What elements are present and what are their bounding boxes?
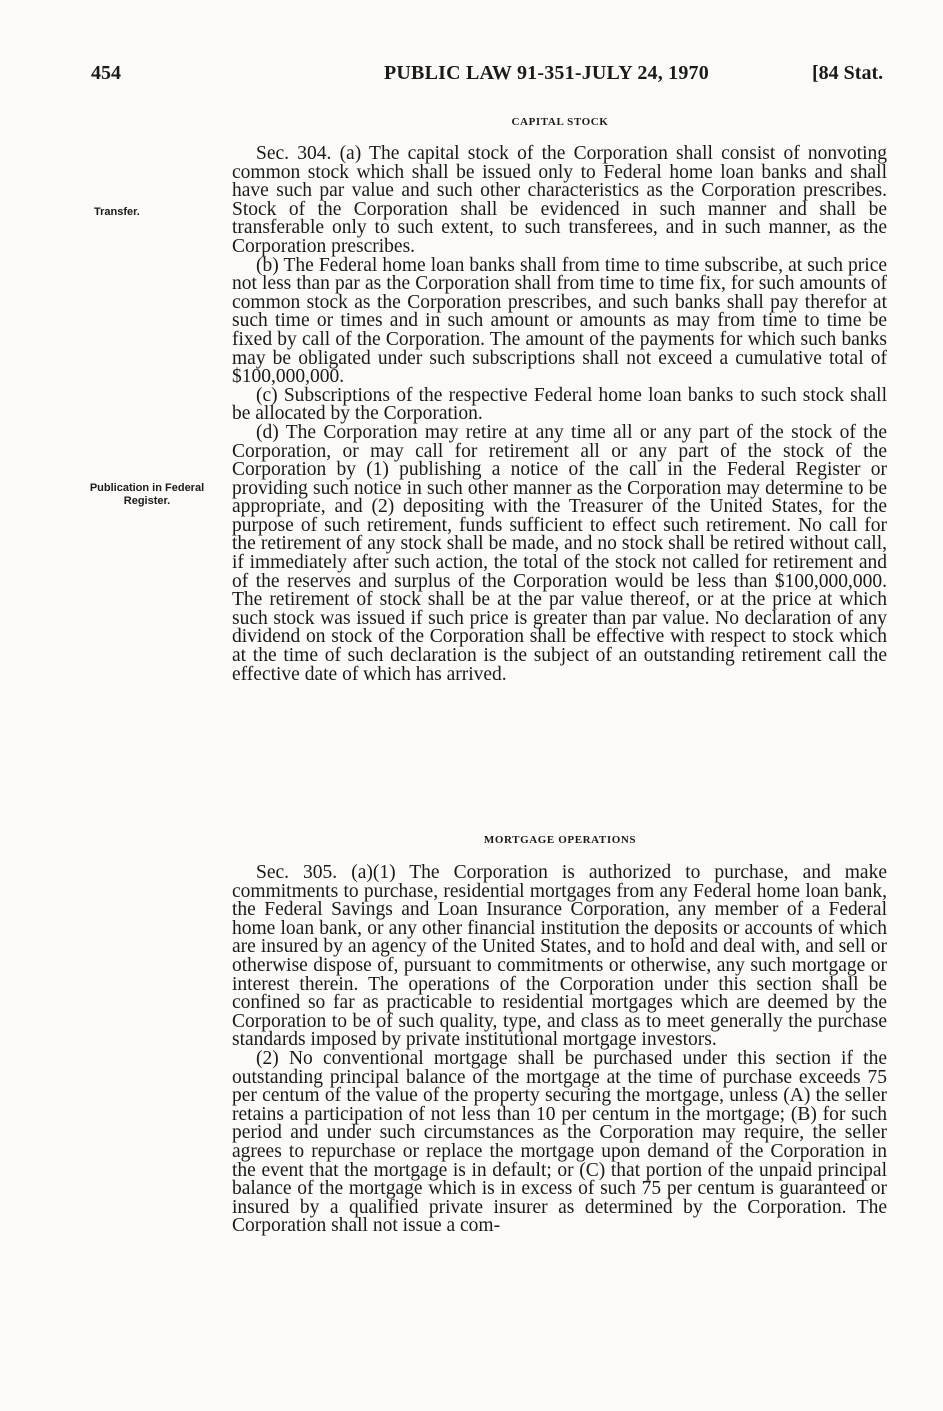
running-head: PUBLIC LAW 91-351-JULY 24, 1970 [384,62,709,84]
paragraph-304d: (d) The Corporation may retire at any time all or any part of the stock of the Corporation, or may call for retirement all or any part of the stock of the Corporation by (1) publishing a notice of the call in the Federal Register or providing such notice in such other manner as the Corporation may determine to be appropriate, and (2) depositing with the Treasurer of the United States, for the purpose of such retirement, funds sufficient to effect such retirement. No call for the retirement of any stock shall be made, and no stock shall be retired without call, if immediately after such action, the total of the stock not called for retirement and of the reserves and surplus of the Corporation would be less than $100,000,000. The retirement of stock shall be at the par value thereof, or at the price at which such stock was issued if such price is greater than par value. No declaration of any dividend on stock of the Corporation shall be effective with respect to stock which at the time of such declaration is the subject of an outstanding retirement call the effective date of which has arrived. [232,421,887,685]
paragraph-305a2: (2) No conventional mortgage shall be purchased under this section if the outstanding principal balance of the mortgage at the time of purchase exceeds 75 per centum of the value of the property securing the mortgage, unless (A) the seller retains a participation of not less than 10 per centum in the mortgage; (B) for such period and under such circumstances as the Corporation may require, the seller agrees to repurchase or replace the mortgage upon demand of the Corporation in the event that the mortgage is in default; or (C) that portion of the unpaid principal balance of the mortgage which is in excess of such 75 per centum is guaranteed or insured by a qualified private insurer as determined by the Corporation. The Corporation shall not issue a com- [232,1047,887,1237]
paragraph-304b: (b) The Federal home loan banks shall from time to time subscribe, at such price not less than par as the Corporation shall from time to time fix, for such amounts of common stock as the Corporation prescribes, and such banks shall pay therefor at such time or times and in such amount or amounts as may from time to time be fixed by call of the Corporation. The amount of the payments for which such banks may be obligated under such subscriptions shall not exceed a cumulative total of $100,000,000. [232,254,887,388]
margin-note-publication: Publication in Federal Register. [89,482,205,507]
volume-reference: [84 Stat. [812,62,884,84]
paragraph-304c: (c) Subscriptions of the respective Federal home loan banks to such stock shall be allocated by the Corporation. [232,384,887,425]
section-heading-mortgage-operations: MORTGAGE OPERATIONS [483,834,637,846]
paragraph-305a1: Sec. 305. (a)(1) The Corporation is authorized to purchase, and make commitments to purchase, residential mortgages from any Federal home loan bank, the Federal Savings and Loan Insurance Corporation, any member of a Federal home loan bank, or any other financial institution the deposits or accounts of which are insured by an agency of the United States, and to hold and deal with, and sell or otherwise dispose of, pursuant to commitments or otherwise, any such mortgage or interest therein. The operations of the Corporation under this section shall be confined so far as practicable to residential mortgages which are deemed by the Corporation to be of such quality, type, and class as to meet generally the purchase standards imposed by private institutional mortgage investors. [232,862,887,1051]
capital-stock-text [232,145,887,684]
page-number: 454 [91,62,121,84]
mortgage-operations-text [232,864,887,1236]
section-heading-capital-stock: CAPITAL STOCK [511,116,609,128]
paragraph-304a: Sec. 304. (a) The capital stock of the Corporation shall consist of nonvoting common stock which shall be issued only to Federal home loan banks and shall have such par value and such other characteristics as the Corporation prescribes. Stock of the Corporation shall be evidenced in such manner and shall be transferable only to such extent, to such transferees, and in such manner, as the Corporation prescribes. [232,143,887,257]
margin-note-transfer: Transfer. [94,206,140,218]
